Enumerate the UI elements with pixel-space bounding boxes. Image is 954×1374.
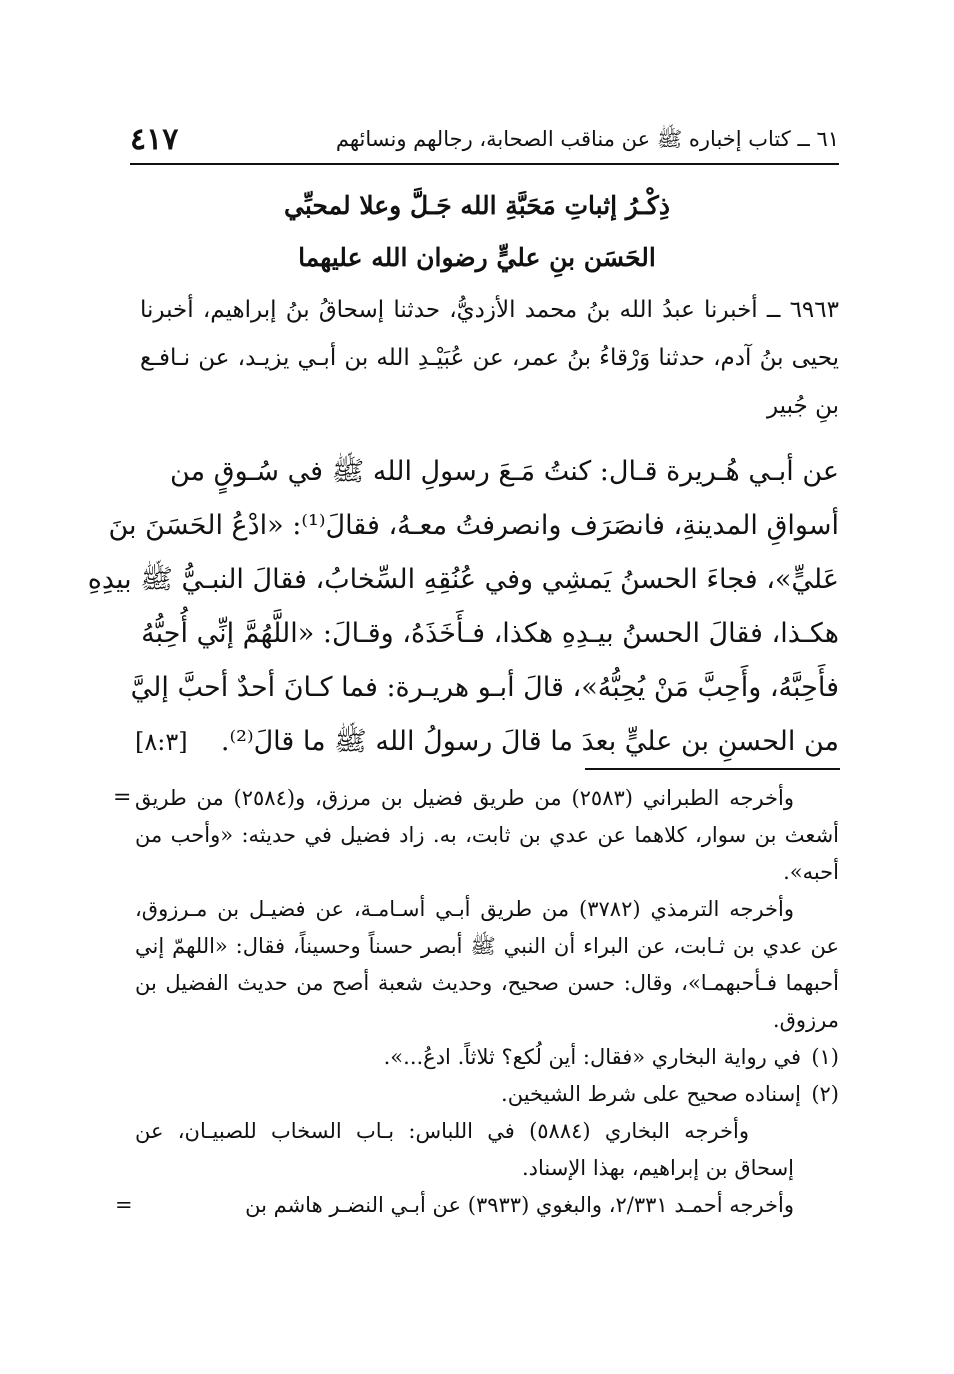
hadith-line-6-text: من الحسنِ بن عليٍّ بعدَ ما قالَ رسولُ الله ﷺ ما قالَ⁽²⁾.	[220, 726, 839, 757]
footnotes	[115, 780, 839, 1224]
hadith-line-4: هكـذا، فقالَ الحسنُ بيـدِهِ هكذا، فـأَخَذَهُ، وقـالَ: «اللَّهُمَّ إنِّي أُحِبُّهُ	[141, 618, 839, 649]
footnote-rule	[585, 768, 840, 770]
hadith-line-1: عن أبـي هُـريرة قـال: كنتُ مَـعَ رسولِ الله ﷺ في سُـوقٍ من	[170, 456, 839, 487]
footnote-paragraph-4	[115, 1187, 839, 1224]
heading-line-1: ذِكْـرُ إثباتِ مَحَبَّةِ الله جَـلَّ وعلا لمحبِّي	[284, 191, 670, 220]
footnote-2	[135, 1076, 839, 1113]
footnote-2-text: إسناده صحيح على شرط الشيخين.	[501, 1082, 801, 1106]
hadith-line-3: عَليٍّ»، فجاءَ الحسنُ يَمشِي وفي عُنُقِهِ السِّخابُ، فقالَ النبـيُّ ﷺ بيدِهِ	[87, 564, 839, 595]
footnote-1	[135, 1039, 839, 1076]
page-number: ٤١٧	[130, 122, 179, 157]
running-title: ٦١ ــ كتاب إخباره ﷺ عن مناقب الصحابة، رجالهم ونسائهم	[335, 127, 839, 151]
footnote-1-number: (١)	[811, 1045, 839, 1069]
isnad-paragraph: ٦٩٦٣ ــ أخبرنا عبدُ الله بنُ محمد الأزديُّ، حدثنا إسحاقُ بنُ إبراهيم، أخبرنا يحيى بنُ آدم، حدثنا وَرْقاءُ بنُ عمر، عن عُبَيْـدِ الله بن أبـي يزيـد، عن نـافـع بنِ جُبير	[140, 297, 839, 419]
footnote-paragraph-1: وأخرجه الطبراني (٢٥٨٣) من طريق فضيل بن مرزق، و(٢٥٨٤) من طريق أشعث بن سوار، كلاهما عن عدي بن ثابت، به. زاد فضيل في حديثه: «وأحب من أحبه».	[135, 786, 839, 884]
footnote-paragraph-2: وأخرجه الترمذي (٣٧٨٢) من طريق أبـي أسـامـة، عن فضيـل بن مـرزوق، عن عدي بن ثـابت، عن البراء أن النبي ﷺ أبصر حسناً وحسيناً، فقال: «اللهمّ إني أحبهما فـأحبهمـا»، وقال: حسن صحيح، وحديث شعبة أصح من حديث الفضيل بن مرزوق.	[135, 897, 839, 1032]
running-header	[130, 122, 839, 162]
hadith-line-2: أسواقِ المدينةِ، فانصَرَف وانصرفتُ معـهُ، فقالَ⁽¹⁾: «ادْعُ الحَسَنَ بنَ	[108, 510, 839, 541]
footnote-1-text: في رواية البخاري «فقال: أين لُكع؟ ثلاثاً. ادعُ...».	[383, 1045, 801, 1069]
footnote-2-number: (٢)	[811, 1082, 839, 1106]
hadith-text	[87, 445, 839, 769]
header-rule	[130, 163, 839, 165]
hadith-line-6	[135, 715, 839, 769]
footnote-paragraph-3: وأخرجه البخاري (٥٨٨٤) في اللباس: بـاب السخاب للصبيـان، عن إسحاق بن إبراهيم، بهذا الإسناد.	[135, 1119, 794, 1180]
heading-line-2: الحَسَن بنِ عليٍّ رضوان الله عليهما	[298, 243, 656, 272]
continuation-end-mark: =	[115, 1193, 133, 1217]
volume-reference: [٨:٣]	[135, 728, 188, 756]
continuation-mark: =	[113, 785, 132, 810]
hadith-line-5: فأَحِبَّهُ، وأَحِبَّ مَنْ يُحِبُّهُ»، قالَ أبـو هريـرة: فما كـانَ أحدٌ أحبَّ إليَّ	[130, 672, 839, 703]
footnote-paragraph-4-text: وأخرجه أحمـد ٢/٣٣١، والبغوي (٣٩٣٣) عن أبـي النضـر هاشم بن	[245, 1193, 794, 1217]
section-heading	[140, 180, 814, 284]
